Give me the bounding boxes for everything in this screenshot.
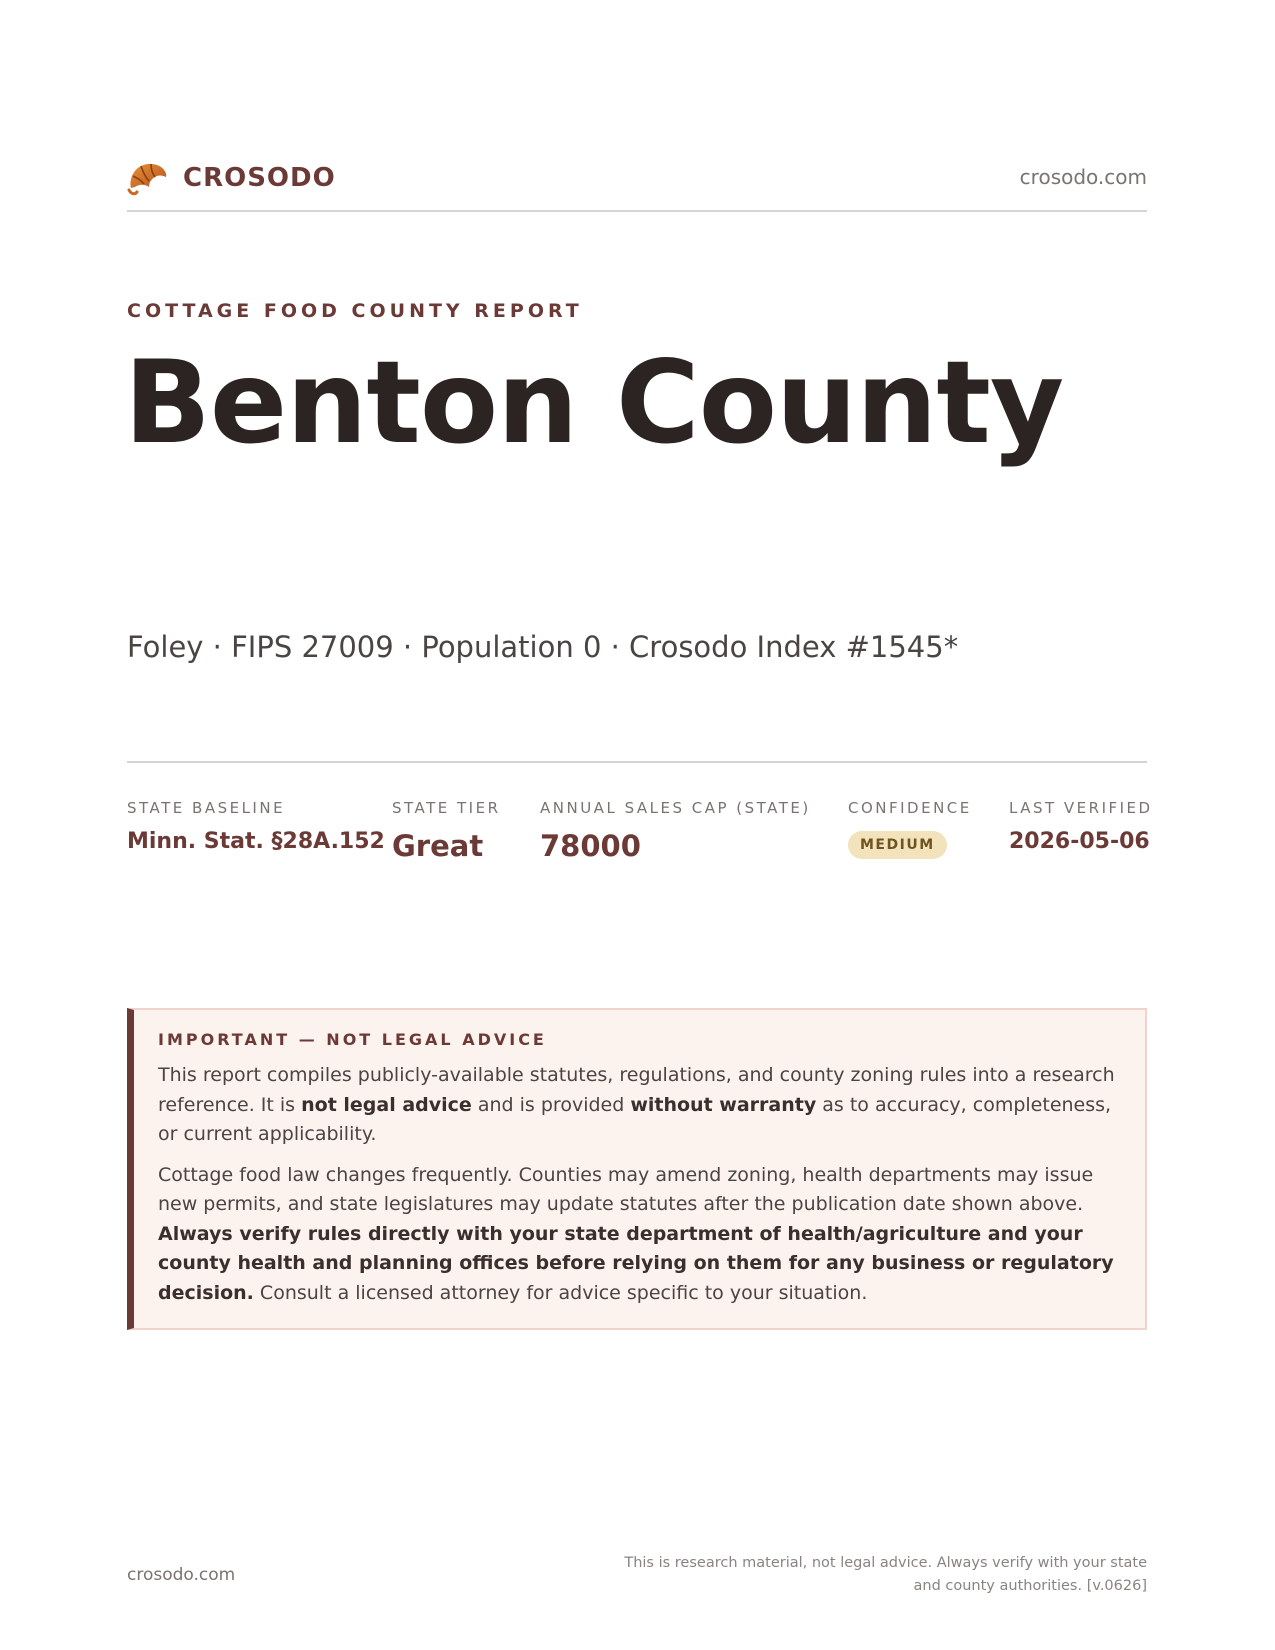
notice-text: as to accuracy, completeness, or current applicability. xyxy=(158,1093,1112,1145)
report-eyebrow: COTTAGE FOOD COUNTY REPORT xyxy=(127,300,583,322)
fact-label: CONFIDENCE xyxy=(848,799,972,817)
notice-paragraph xyxy=(158,1161,1119,1309)
legal-notice xyxy=(127,1008,1147,1330)
page-title: Benton County xyxy=(124,336,1064,469)
croissant-icon xyxy=(127,158,169,198)
fact-state-baseline xyxy=(127,799,385,854)
site-link[interactable]: crosodo.com xyxy=(1019,165,1147,189)
fact-label: LAST VERIFIED xyxy=(1009,799,1153,817)
notice-text: This report compiles publicly-available statutes, regulations, and county zoning rules into a research reference. It is xyxy=(158,1064,1115,1116)
facts-row xyxy=(127,761,1153,863)
footer-line: This is research material, not legal advice. Always verify with your state xyxy=(624,1555,1147,1571)
report-page xyxy=(124,0,1153,1650)
fact-label: STATE BASELINE xyxy=(127,799,286,817)
notice-text: Cottage food law changes frequently. Counties may amend zoning, health departments may issue new permits, and state legislatures may update statutes after the publication date shown above. xyxy=(158,1163,1094,1215)
notice-emphasis: Always verify rules directly with your state department of health/agriculture and your county health and planning offices before relying on them for any business or regulatory decision. xyxy=(158,1222,1114,1304)
brand[interactable] xyxy=(127,158,336,198)
fact-last-verified xyxy=(1009,799,1153,854)
report-subtitle: Foley · FIPS 27009 · Population 0 · Crosodo Index #1545* xyxy=(127,630,959,664)
fact-value: 78000 xyxy=(540,829,641,863)
notice-text: Consult a licensed attorney for advice specific to your situation. xyxy=(253,1281,868,1304)
page-header xyxy=(127,158,1147,212)
brand-name: CROSODO xyxy=(183,163,336,193)
notice-label: IMPORTANT — NOT LEGAL ADVICE xyxy=(158,1030,547,1049)
fact-value: Minn. Stat. §28A.152 xyxy=(127,829,385,854)
notice-paragraph xyxy=(158,1061,1119,1150)
notice-emphasis: without warranty xyxy=(630,1093,817,1116)
notice-text: and is provided xyxy=(471,1093,631,1116)
fact-sales-cap xyxy=(540,799,811,863)
footer-site-link[interactable]: crosodo.com xyxy=(127,1565,236,1585)
confidence-badge: MEDIUM xyxy=(848,831,947,859)
footer-disclaimer xyxy=(587,1552,1147,1598)
notice-emphasis: not legal advice xyxy=(301,1093,472,1116)
fact-confidence xyxy=(848,799,972,859)
footer-line: and county authorities. [v.0626] xyxy=(913,1578,1147,1594)
fact-value: Great xyxy=(392,829,484,863)
fact-value: 2026-05-06 xyxy=(1009,829,1150,854)
fact-label: STATE TIER xyxy=(392,799,501,817)
fact-state-tier xyxy=(392,799,501,863)
fact-label: ANNUAL SALES CAP (STATE) xyxy=(540,799,811,817)
